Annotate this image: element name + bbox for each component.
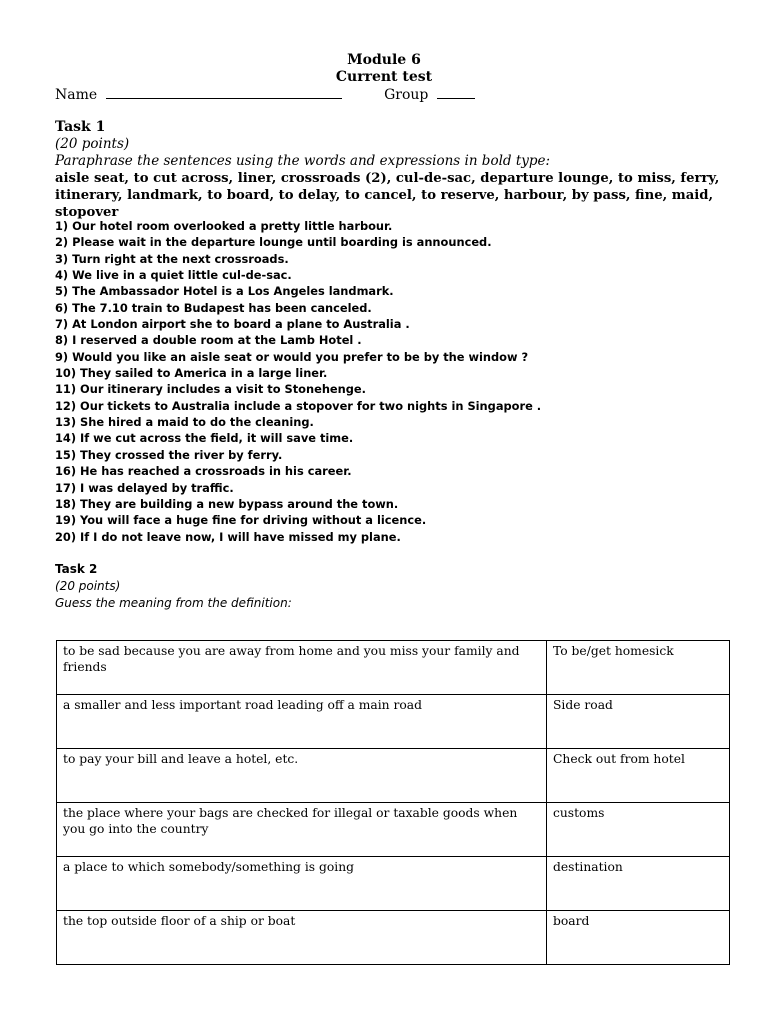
- name-group-line: [55, 86, 475, 103]
- table-row: [57, 911, 730, 965]
- sentence-item: 5) The Ambassador Hotel is a Los Angeles landmark.: [55, 284, 394, 299]
- sentence-item: 14) If we cut across the field, it will save time.: [55, 431, 354, 446]
- sentence-item: 12) Our tickets to Australia include a stopover for two nights in Singapore .: [55, 398, 542, 413]
- name-blank: [106, 86, 342, 99]
- task2-title: Task 2: [55, 562, 98, 576]
- sentence-item: 9) Would you like an aisle seat or would you prefer to be by the window ?: [55, 349, 529, 364]
- sentence-item: 8) I reserved a double room at the Lamb Hotel .: [55, 333, 362, 348]
- sentence-item: 4) We live in a quiet little cul-de-sac.: [55, 268, 292, 283]
- sentence-item: 15) They crossed the river by ferry.: [55, 447, 283, 462]
- task1-sentence-list: [55, 218, 541, 545]
- table-row: [57, 749, 730, 803]
- table-row: [57, 695, 730, 749]
- test-subtitle: Current test: [335, 69, 433, 85]
- definition-cell: a place to which somebody/something is going: [57, 857, 547, 911]
- sentence-item: 17) I was delayed by traffic.: [55, 480, 234, 495]
- definition-cell: the top outside floor of a ship or boat: [57, 911, 547, 965]
- task1-word-list: aisle seat, to cut across, liner, crossroads (2), cul-de-sac, departure lounge, to miss, ferry, itinerary, landmark, to board, to delay, to cancel, to reserve, harbour, by pass, fine, maid, stopover: [55, 171, 720, 220]
- answer-cell: Side road: [547, 695, 730, 749]
- sentence-item: 13) She hired a maid to do the cleaning.: [55, 415, 314, 430]
- sentence-item: 19) You will face a huge fine for driving without a licence.: [55, 513, 427, 528]
- table-row: [57, 641, 730, 695]
- sentence-item: 2) Please wait in the departure lounge until boarding is announced.: [55, 235, 492, 250]
- sentence-item: 10) They sailed to America in a large liner.: [55, 366, 328, 381]
- definition-cell: a smaller and less important road leading off a main road: [57, 695, 547, 749]
- sentence-item: 1) Our hotel room overlooked a pretty little harbour.: [55, 219, 393, 233]
- answer-cell: Check out from hotel: [547, 749, 730, 803]
- module-title: Module 6: [347, 52, 421, 68]
- definitions-table: [56, 640, 730, 965]
- answer-cell: To be/get homesick: [547, 641, 730, 695]
- task1-points: (20 points): [55, 136, 130, 152]
- sentence-item: 6) The 7.10 train to Budapest has been canceled.: [55, 300, 372, 315]
- group-label: Group: [384, 87, 429, 103]
- group-blank: [437, 86, 475, 99]
- task1-instruction: Paraphrase the sentences using the words and expressions in bold type:: [55, 153, 551, 169]
- sentence-item: 16) He has reached a crossroads in his career.: [55, 464, 352, 479]
- definition-cell: to pay your bill and leave a hotel, etc.: [57, 749, 547, 803]
- sentence-item: 20) If I do not leave now, I will have missed my plane.: [55, 529, 401, 544]
- answer-cell: board: [547, 911, 730, 965]
- definition-cell: to be sad because you are away from home and you miss your family and friends: [57, 641, 547, 695]
- sentence-item: 11) Our itinerary includes a visit to Stonehenge.: [55, 382, 366, 397]
- name-label: Name: [55, 87, 98, 103]
- task1-title: Task 1: [55, 119, 106, 135]
- table-row: [57, 857, 730, 911]
- task2-points: (20 points): [55, 579, 121, 593]
- sentence-item: 3) Turn right at the next crossroads.: [55, 251, 289, 266]
- answer-cell: destination: [547, 857, 730, 911]
- sentence-item: 18) They are building a new bypass around the town.: [55, 496, 399, 511]
- answer-cell: customs: [547, 803, 730, 857]
- sentence-item: 7) At London airport she to board a plane to Australia .: [55, 317, 410, 332]
- task2-instruction: Guess the meaning from the definition:: [55, 596, 292, 610]
- definition-cell: the place where your bags are checked for illegal or taxable goods when you go into the country: [57, 803, 547, 857]
- table-row: [57, 803, 730, 857]
